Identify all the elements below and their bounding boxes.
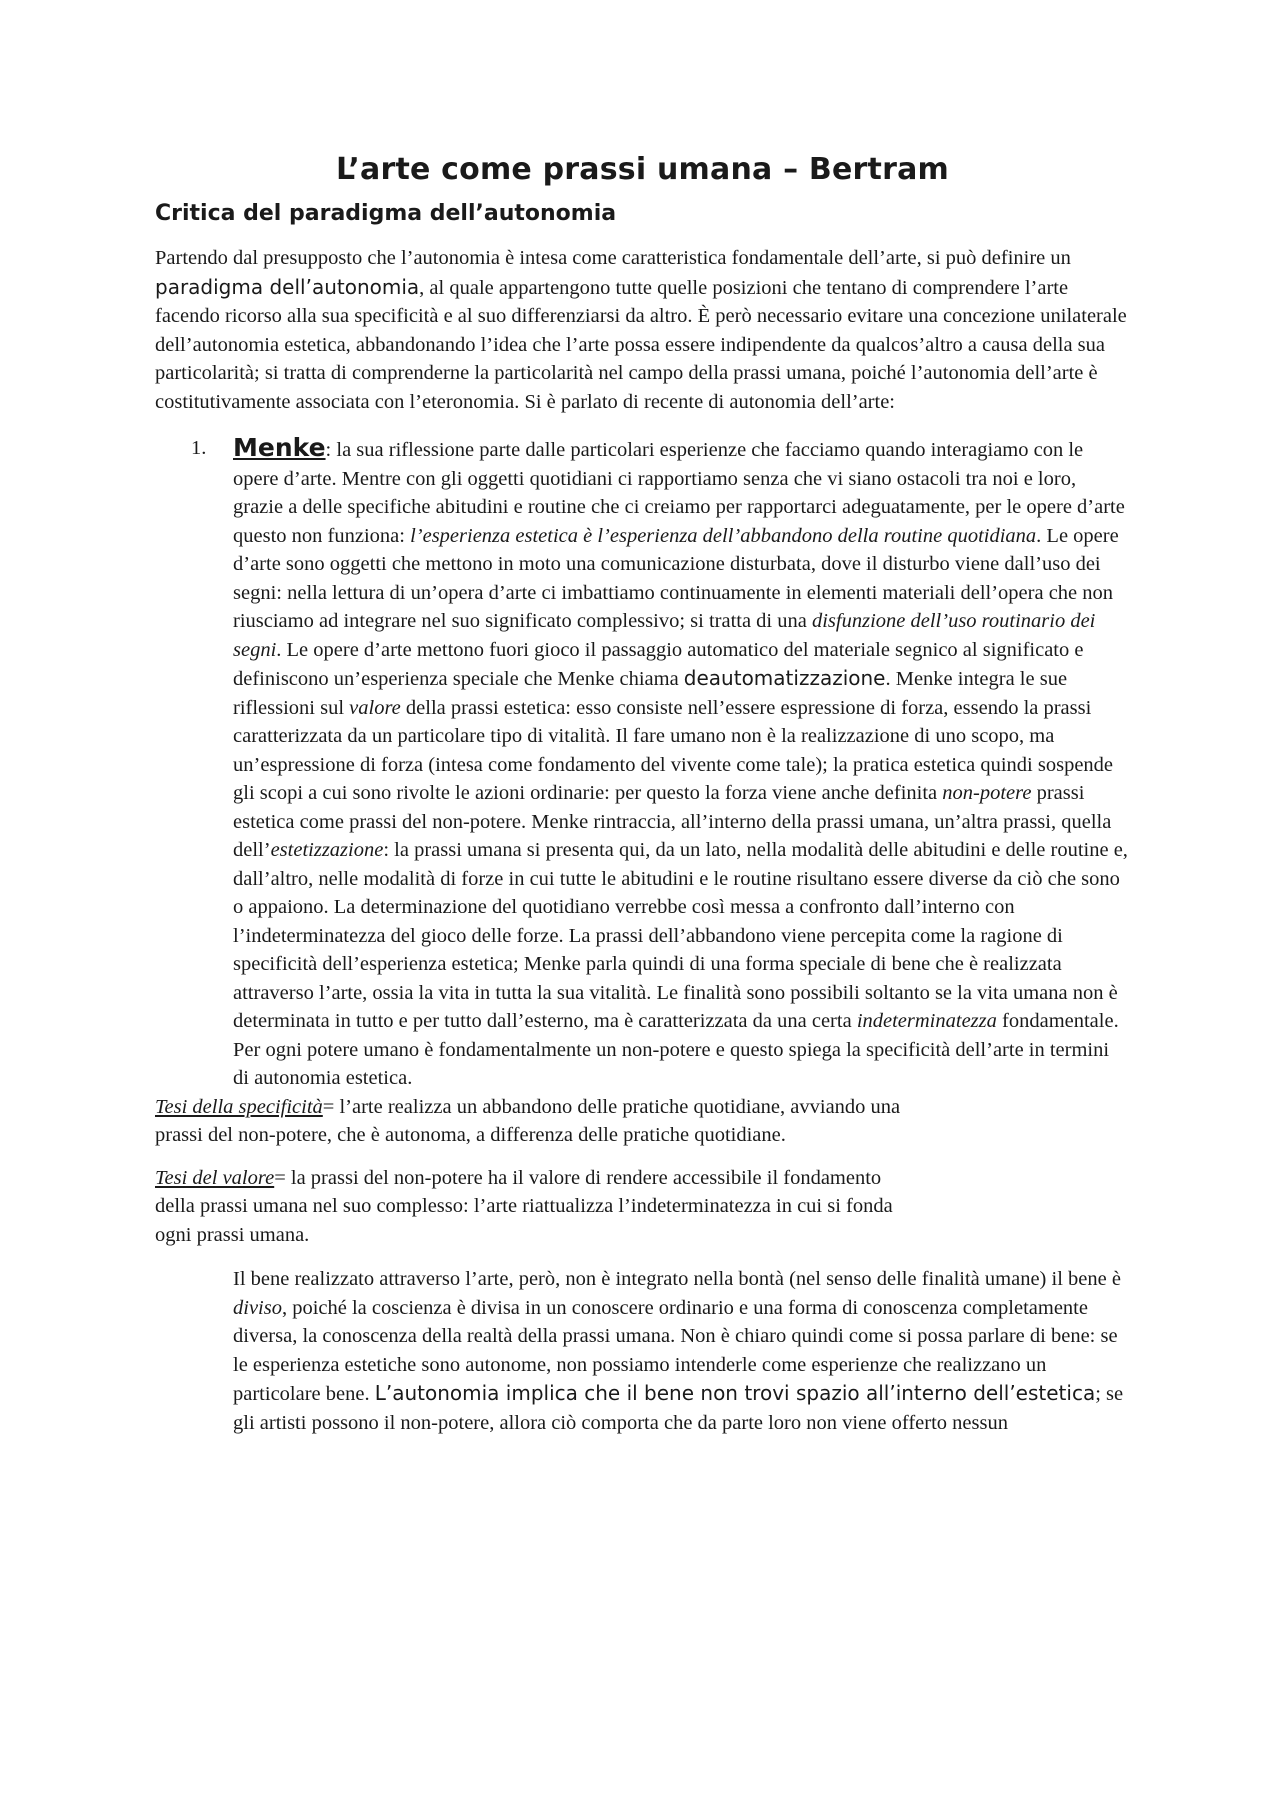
thesis-specificity — [155, 1093, 915, 1150]
intro-emphasis: paradigma dell’autonomia — [155, 274, 420, 299]
author-name: Menke — [233, 433, 326, 462]
menke-text-1: : la sua riflessione parte dalle particolari esperienze che facciamo quando interagiamo con le opere d’arte. Mentre con gli oggetti quotidiani ci rapportiamo senza che vi siano ostacoli tra noi e loro, grazie a delle specifiche abitudini e routine che ci creiamo per rapportarci adeguatamente, per le opere d’arte questo non funziona: — [233, 439, 1125, 547]
closing-text-2: , poiché la coscienza è divisa in un conoscere ordinario e una forma di conoscenza completamente diversa, la conoscenza della realtà della prassi umana. Non è chiaro quindi come si possa parlare di bene: se le esperienza estetiche sono autonome, non possiamo intenderle come esperienze che realizzano un particolare bene. — [233, 1296, 1118, 1405]
section-heading: Critica del paradigma dell’autonomia — [155, 201, 617, 226]
closing-emphasis: L’autonomia implica che il bene non trovi spazio all’interno dell’estetica — [374, 1381, 1096, 1405]
menke-italic-1: l’esperienza estetica è l’esperienza dell’abbandono della routine quotidiana — [410, 524, 1037, 547]
menke-text-8: fondamentale. Per ogni potere umano è fondamentalmente un non-potere e questo spiega la specificità dell’arte in termini di autonomia estetica. — [233, 1010, 1119, 1089]
menke-italic-5: estetizzazione — [270, 839, 384, 861]
intro-text-1: Partendo dal presupposto che l’autonomia è intesa come caratteristica fondamentale dell’arte, si può definire un — [155, 247, 1071, 269]
menke-text-6: prassi estetica come prassi del non-potere. Menke rintraccia, all’interno della prassi umana, un’altra prassi, quella dell’ — [233, 782, 1112, 861]
thesis-value — [155, 1164, 915, 1250]
thesis-value-text: = la prassi del non-potere ha il valore di rendere accessibile il fondamento della prassi umana nel suo complesso: l’arte riattualizza l’indeterminatezza in cui si fonda ogni prassi umana. — [155, 1166, 893, 1246]
closing-paragraph — [233, 1265, 1130, 1437]
thesis-specificity-text: = l’arte realizza un abbandono delle pratiche quotidiane, avviando una prassi del non-potere, che è autonoma, a differenza delle pratiche quotidiane. — [155, 1095, 901, 1146]
menke-italic-3: valore — [349, 696, 401, 719]
menke-italic-2: disfunzione dell’uso routinario dei segni — [233, 610, 1096, 661]
menke-text-7: : la prassi umana si presenta qui, da un lato, nella modalità delle abitudini e delle routine e, dall’altro, nelle modalità di forze in cui tutte le abitudini e le routine risultano essere diverse da ciò che sono o appaiono. La determinazione del quotidiano verrebbe così messa a confronto dall’interno con l’indeterminatezza del gioco delle forze. La prassi dell’abbandono viene percepita come la ragione di specificità dell’esperienza estetica; Menke parla quindi di una forma speciale di bene che è realizzata attraverso l’arte, ossia la vita in tutta la sua vitalità. Le finalità sono possibili soltanto se la vita umana non è determinata in tutto e per tutto dall’esterno, ma è caratterizzata da una certa — [233, 839, 1128, 1032]
closing-text-3: ; se gli artisti possono il non-potere, allora ciò comporta che da parte loro non viene offerto nessun — [233, 1383, 1124, 1434]
menke-text-3: . Le opere d’arte mettono fuori gioco il passaggio automatico del materiale segnico al significato e definiscono un’esperienza speciale che Menke chiama — [233, 638, 1084, 690]
closing-text-1: Il bene realizzato attraverso l’arte, però, non è integrato nella bontà (nel senso delle finalità umane) il bene è — [233, 1268, 1121, 1290]
list-item — [155, 434, 1130, 1093]
menke-text-5: della prassi estetica: esso consiste nell’essere espressione di forza, essendo la prassi caratterizzata da un particolare tipo di vitalità. Il fare umano non è la realizzazione di uno scopo, ma un’espressione di forza (intesa come fondamento del vivente come tale); la pratica estetica quindi sospende gli scopi a cui sono rivolte le azioni ordinarie: per questo la forza viene anche definita — [233, 696, 1114, 804]
intro-text-2: , al quale appartengono tutte quelle posizioni che tentano di comprendere l’arte facendo ricorso alla sua specificità e al suo differenziarsi da altro. È però necessario evitare una concezione unilaterale dell’autonomia estetica, abbandonando l’idea che l’arte possa essere indipendente da qualcos’altro a causa della sua particolarità; si tratta di comprenderne la particolarità nel campo della prassi umana, poiché l’autonomia dell’arte è costitutivamente associata con l’eteronomia. Si è parlato di recente di autonomia dell’arte: — [155, 276, 1127, 413]
closing-italic-1: diviso — [233, 1296, 282, 1319]
list-item-number: 1. — [191, 437, 207, 459]
menke-text-2: . Le opere d’arte sono oggetti che mettono in moto una comunicazione disturbata, dove il disturbo viene dall’uso dei segni: nella lettura di un’opera d’arte ci imbattiamo continuamente in elementi materiali dell’opera che non riusciamo ad integrare nel suo significato complessivo; si tratta di una — [233, 524, 1119, 632]
page-title: L’arte come prassi umana – Bertram — [336, 152, 949, 187]
thesis-value-term: Tesi del valore — [155, 1166, 275, 1189]
intro-paragraph — [155, 244, 1130, 416]
menke-text-4: . Menke integra le sue riflessioni sul — [233, 668, 1068, 719]
menke-italic-4: non-potere — [942, 782, 1032, 804]
menke-emphasis: deautomatizzazione — [683, 666, 886, 690]
numbered-list — [155, 434, 1130, 1093]
thesis-specificity-term: Tesi della specificità — [155, 1095, 323, 1118]
menke-italic-6: indeterminatezza — [856, 1010, 997, 1032]
